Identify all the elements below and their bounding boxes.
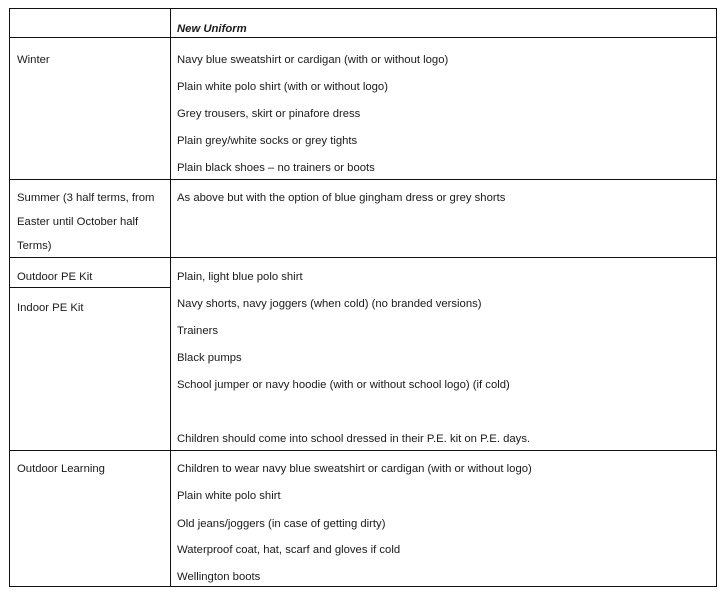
list-item: School jumper or navy hoodie (with or without school logo) (if cold): [177, 379, 510, 391]
row-divider-winter: [9, 179, 717, 180]
category-summer-line-2: Easter until October half: [17, 216, 139, 228]
list-item: Old jeans/joggers (in case of getting dirty): [177, 518, 386, 530]
list-item: Plain, light blue polo shirt: [177, 271, 303, 283]
list-item: Waterproof coat, hat, scarf and gloves if cold: [177, 544, 401, 556]
row-divider-pe-categories: [9, 287, 170, 288]
list-item: Plain grey/white socks or grey tights: [177, 135, 358, 147]
list-item: Navy blue sweatshirt or cardigan (with or without logo): [177, 54, 449, 66]
category-outdoor-pe-kit: Outdoor PE Kit: [17, 271, 93, 283]
category-summer-line-1: Summer (3 half terms, from: [17, 192, 155, 204]
pe-kit-note: Children should come into school dressed in their P.E. kit on P.E. days.: [177, 433, 531, 445]
column-header-new-uniform: New Uniform: [177, 23, 247, 35]
list-item: Grey trousers, skirt or pinafore dress: [177, 108, 361, 120]
column-divider: [170, 8, 171, 587]
list-item: Plain white polo shirt: [177, 490, 281, 502]
list-item: As above but with the option of blue gingham dress or grey shorts: [177, 192, 506, 204]
category-summer-line-3: Terms): [17, 240, 52, 252]
list-item: Children to wear navy blue sweatshirt or cardigan (with or without logo): [177, 463, 532, 475]
list-item: Plain black shoes – no trainers or boots: [177, 162, 375, 174]
list-item: Wellington boots: [177, 571, 261, 583]
category-outdoor-learning: Outdoor Learning: [17, 463, 105, 475]
list-item: Plain white polo shirt (with or without logo): [177, 81, 388, 93]
row-divider-header: [9, 37, 717, 38]
row-divider-summer: [9, 257, 717, 258]
category-winter: Winter: [17, 54, 50, 66]
list-item: Trainers: [177, 325, 219, 337]
category-indoor-pe-kit: Indoor PE Kit: [17, 302, 84, 314]
row-divider-pe: [9, 450, 717, 451]
list-item: Black pumps: [177, 352, 242, 364]
list-item: Navy shorts, navy joggers (when cold) (no branded versions): [177, 298, 482, 310]
